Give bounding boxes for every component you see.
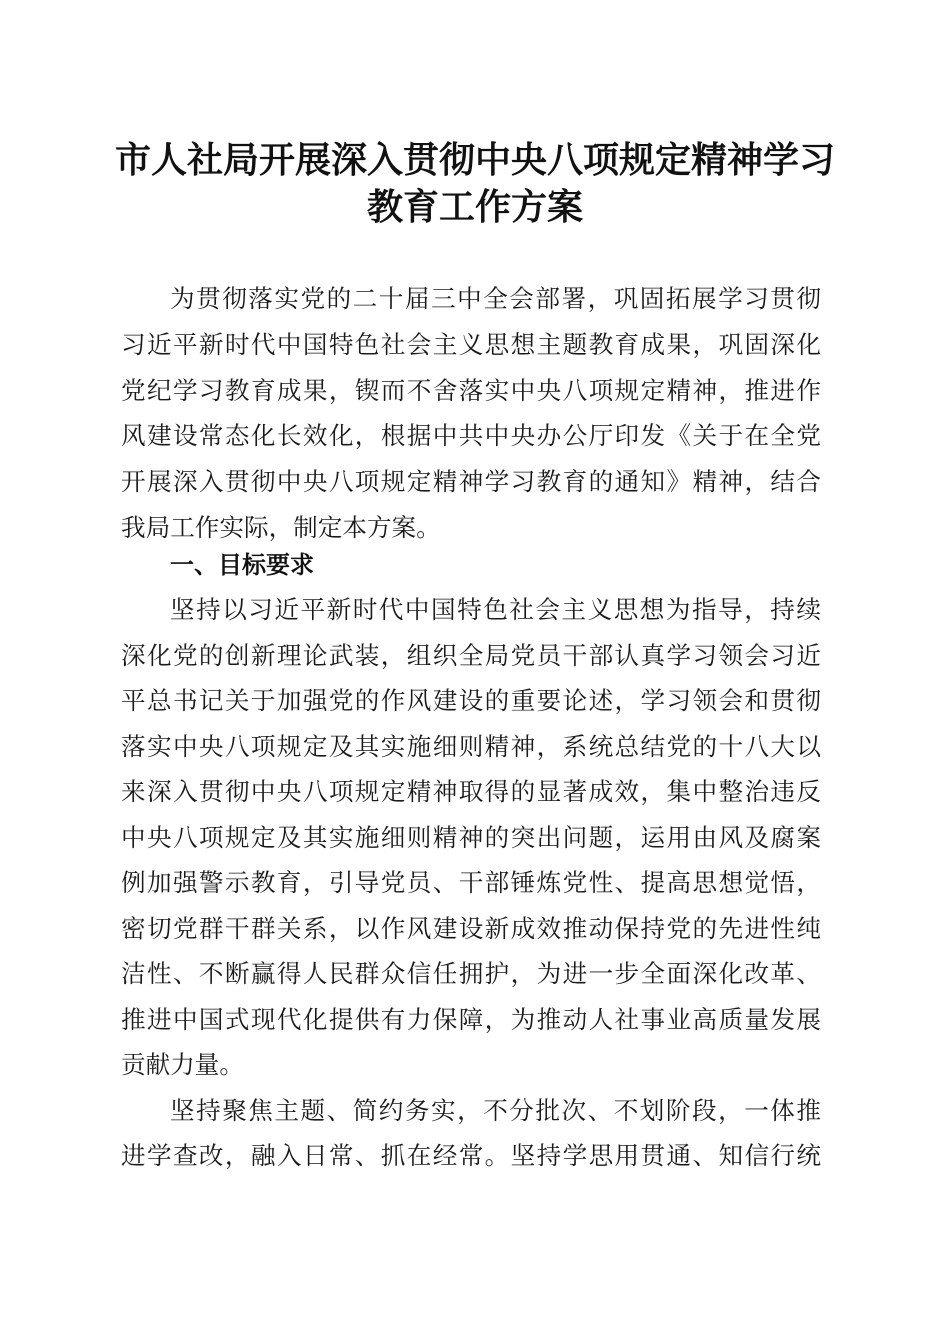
- paragraph-line: 例加强警示教育，引导党员、干部锤炼党性、提高思想觉悟，: [121, 868, 821, 897]
- paragraph-line: 党纪学习教育成果，锲而不舍落实中央八项规定精神，推进作: [121, 376, 821, 405]
- paragraph-line: 坚持聚焦主题、简约务实，不分批次、不划阶段，一体推: [170, 1096, 821, 1125]
- paragraph-line: 坚持以习近平新时代中国特色社会主义思想为指导，持续: [170, 595, 821, 624]
- paragraph-line: 深化党的创新理论武装，组织全局党员干部认真学习领会习近: [121, 641, 821, 670]
- paragraph-line: 习近平新时代中国特色社会主义思想主题教育成果，巩固深化: [121, 330, 821, 359]
- paragraph-line: 进学查改，融入日常、抓在经常。坚持学思用贯通、知信行统: [121, 1141, 821, 1170]
- paragraph-line: 洁性、不断赢得人民群众信任拥护，为进一步全面深化改革、: [121, 959, 821, 988]
- document-title-line-1: 市人社局开展深入贯彻中央八项规定精神学习: [114, 139, 835, 181]
- paragraph-line: 为贯彻落实党的二十届三中全会部署，巩固拓展学习贯彻: [170, 284, 821, 313]
- document-title-line-2: 教育工作方案: [366, 186, 583, 228]
- paragraph-line: 开展深入贯彻中央八项规定精神学习教育的通知》精神，结合: [121, 467, 821, 496]
- paragraph-line: 落实中央八项规定及其实施细则精神，系统总结党的十八大以: [121, 732, 821, 761]
- paragraph-line: 风建设常态化长效化，根据中共中央办公厅印发《关于在全党: [121, 421, 821, 450]
- paragraph-line: 推进中国式现代化提供有力保障，为推动人社事业高质量发展: [121, 1005, 821, 1034]
- paragraph-line: 中央八项规定及其实施细则精神的突出问题，运用由风及腐案: [121, 823, 821, 852]
- paragraph-line: 密切党群干群关系，以作风建设新成效推动保持党的先进性纯: [121, 914, 821, 943]
- paragraph-line: 来深入贯彻中央八项规定精神取得的显著成效，集中整治违反: [121, 777, 821, 806]
- section-heading: 一、目标要求: [170, 551, 314, 579]
- paragraph-line: 我局工作实际，制定本方案。: [121, 513, 441, 542]
- paragraph-line: 平总书记关于加强党的作风建设的重要论述，学习领会和贯彻: [121, 686, 821, 715]
- paragraph-line: 贡献力量。: [121, 1050, 244, 1079]
